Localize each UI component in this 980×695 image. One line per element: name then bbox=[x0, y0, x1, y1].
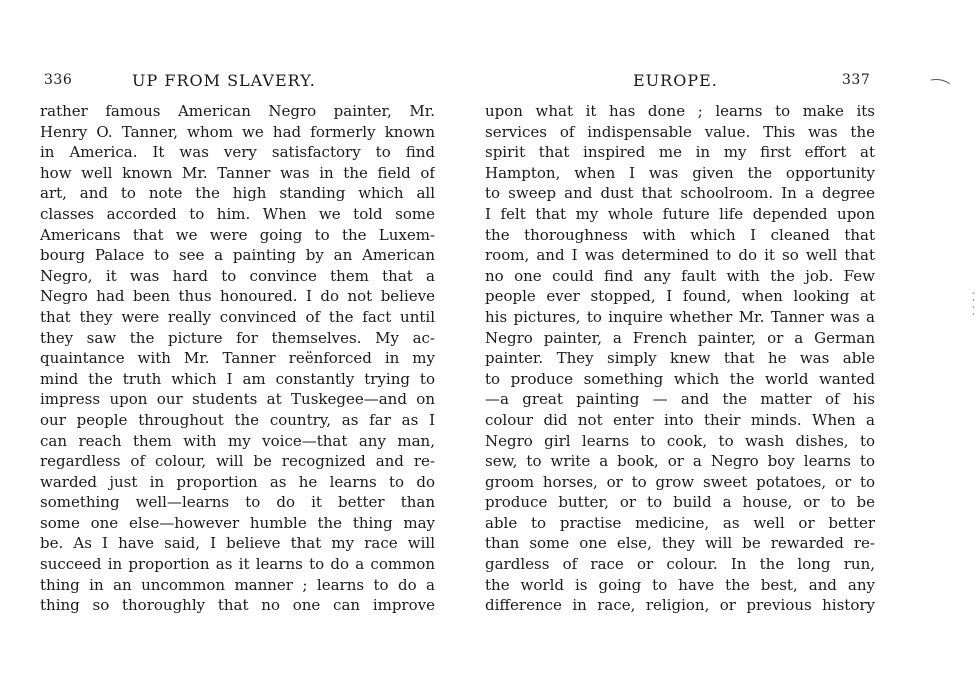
text-line: in America. It was very satisfactory to find bbox=[40, 143, 435, 162]
edge-dots-icon bbox=[972, 290, 975, 320]
text-line: sew, to write a book, or a Negro boy learns to bbox=[485, 452, 875, 471]
text-line: Negro painter, a French painter, or a German bbox=[485, 328, 875, 347]
text-line: colour did not enter into their minds. When a bbox=[485, 410, 875, 429]
text-line: groom horses, or to grow sweet potatoes, or to bbox=[485, 472, 875, 491]
page-number-left: 336 bbox=[44, 72, 73, 88]
text-line: that they were really convinced of the fact until bbox=[40, 307, 435, 326]
text-line: painter. They simply knew that he was able bbox=[485, 349, 875, 368]
text-line: able to practise medicine, as well or better bbox=[485, 513, 875, 532]
text-line: room, and I was determined to do it so well that bbox=[485, 246, 875, 265]
text-line: services of indispensable value. This was the bbox=[485, 122, 875, 141]
text-line: —a great painting — and the matter of his bbox=[485, 390, 875, 409]
running-head-left: UP FROM SLAVERY. bbox=[132, 71, 316, 90]
text-line: Americans that we were going to the Luxem- bbox=[40, 225, 435, 244]
text-line: I felt that my whole future life depended upon bbox=[485, 204, 875, 223]
text-line: bourg Palace to see a painting by an American bbox=[40, 246, 435, 265]
text-line: gardless of race or colour. In the long run, bbox=[485, 555, 875, 574]
running-head-right: EUROPE. bbox=[633, 71, 718, 90]
text-line: regardless of colour, will be recognized and re- bbox=[40, 452, 435, 471]
text-line: his pictures, to inquire whether Mr. Tanner was a bbox=[485, 307, 875, 326]
text-line: Hampton, when I was given the opportunity bbox=[485, 163, 875, 182]
text-line: Negro girl learns to cook, to wash dishes, to bbox=[485, 431, 875, 450]
text-line: produce butter, or to build a house, or to be bbox=[485, 493, 875, 512]
text-line: our people throughout the country, as far as I bbox=[40, 410, 435, 429]
text-line: some one else—however humble the thing may bbox=[40, 513, 435, 532]
text-line: to produce something which the world wanted bbox=[485, 369, 875, 388]
text-line: Negro had been thus honoured. I do not believe bbox=[40, 287, 435, 306]
text-line: rather famous American Negro painter, Mr. bbox=[40, 102, 435, 120]
text-line: upon what it has done ; learns to make its bbox=[485, 102, 875, 120]
text-line: mind the truth which I am constantly trying to bbox=[40, 369, 435, 388]
text-line: thing in an uncommon manner ; learns to do a bbox=[40, 575, 435, 594]
text-line: than some one else, they will be rewarded re- bbox=[485, 534, 875, 553]
text-line: the world is going to have the best, and any bbox=[485, 575, 875, 594]
body-text-right bbox=[485, 101, 875, 616]
text-line: succeed in proportion as it learns to do a common bbox=[40, 555, 435, 574]
text-line: thing so thoroughly that no one can improve bbox=[40, 596, 435, 615]
text-line: the thoroughness with which I cleaned that bbox=[485, 225, 875, 244]
text-line: can reach them with my voice—that any man, bbox=[40, 431, 435, 450]
text-line: impress upon our students at Tuskegee—and on bbox=[40, 390, 435, 409]
body-text-left bbox=[40, 101, 435, 616]
text-line: people ever stopped, I found, when looking at bbox=[485, 287, 875, 306]
text-line: Negro, it was hard to convince them that a bbox=[40, 266, 435, 285]
text-line: they saw the picture for themselves. My ac- bbox=[40, 328, 435, 347]
text-line: art, and to note the high standing which all bbox=[40, 184, 435, 203]
text-line: spirit that inspired me in my first effort at bbox=[485, 143, 875, 162]
text-line: Henry O. Tanner, whom we had formerly known bbox=[40, 122, 435, 141]
text-line: how well known Mr. Tanner was in the field of bbox=[40, 163, 435, 182]
text-line: difference in race, religion, or previous history bbox=[485, 596, 875, 615]
text-line: to sweep and dust that schoolroom. In a degree bbox=[485, 184, 875, 203]
text-line: be. As I have said, I believe that my race will bbox=[40, 534, 435, 553]
scan-mark-icon bbox=[930, 78, 952, 88]
text-line: no one could find any fault with the job. Few bbox=[485, 266, 875, 285]
text-line: classes accorded to him. When we told some bbox=[40, 204, 435, 223]
page-number-right: 337 bbox=[842, 72, 871, 88]
text-line: something well—learns to do it better than bbox=[40, 493, 435, 512]
text-line: warded just in proportion as he learns to do bbox=[40, 472, 435, 491]
text-line: quaintance with Mr. Tanner reënforced in my bbox=[40, 349, 435, 368]
